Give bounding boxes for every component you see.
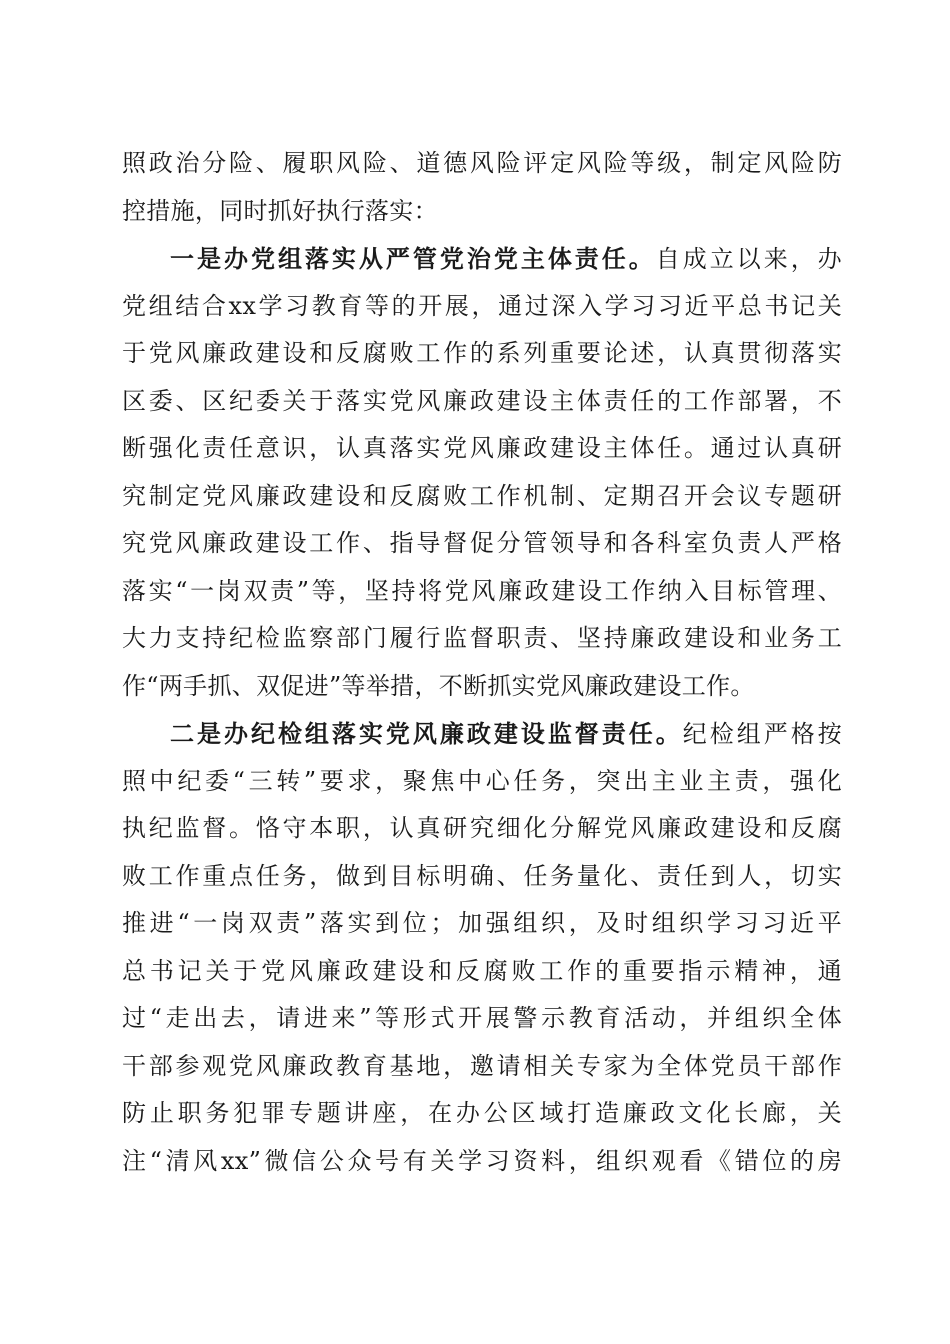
text-line: 败工作重点任务，做到目标明确、任务量化、责任到人，切实	[122, 861, 842, 890]
text-line: 照中纪委“三转”要求，聚焦中心任务，突出主业主责，强化	[122, 766, 842, 795]
text-line: 执纪监督。恪守本职，认真研究细化分解党风廉政建设和反腐	[122, 814, 842, 842]
text-line: 断强化责任意识，认真落实党风廉政建设主体任。通过认真研	[122, 434, 842, 462]
text-line: 控措施，同时抓好执行落实：	[122, 196, 438, 225]
text-line: 推进“一岗双责”落实到位；加强组织，及时组织学习习近平	[122, 909, 842, 937]
document-body	[122, 140, 842, 1185]
text-line: 照政治分险、履职风险、道德风险评定风险等级，制定风险防	[122, 149, 842, 177]
paragraph-heading-line: 一是办党组落实从严管党治党主体责任。自成立以来，办	[170, 244, 842, 273]
paragraph-heading-bold: 二是办纪检组落实党风廉政建设监督责任。	[170, 719, 683, 748]
text-line: 作“两手抓、双促进”等举措，不断抓实党风廉政建设工作。	[122, 671, 755, 700]
text-line: 党组结合xx学习教育等的开展，通过深入学习习近平总书记关	[122, 291, 842, 320]
text-line: 防止职务犯罪专题讲座，在办公区域打造廉政文化长廊，关	[122, 1099, 842, 1127]
text-line: 干部参观党风廉政教育基地，邀请相关专家为全体党员干部作	[122, 1051, 842, 1080]
text-line: 区委、区纪委关于落实党风廉政建设主体责任的工作部署，不	[122, 386, 842, 415]
text-line: 总书记关于党风廉政建设和反腐败工作的重要指示精神，通	[122, 956, 842, 985]
text-line: 究制定党风廉政建设和反腐败工作机制、定期召开会议专题研	[122, 481, 842, 510]
text-line: 于党风廉政建设和反腐败工作的系列重要论述，认真贯彻落实	[122, 339, 842, 367]
paragraph-heading-line: 二是办纪检组落实党风廉政建设监督责任。纪检组严格按	[170, 719, 842, 748]
paragraph-heading-bold: 一是办党组落实从严管党治党主体责任。	[170, 244, 656, 273]
text-line: 过“走出去，请进来”等形式开展警示教育活动，并组织全体	[122, 1004, 842, 1032]
text-line: 落实“一岗双责”等，坚持将党风廉政建设工作纳入目标管理、	[122, 576, 842, 605]
text-line: 注“清风xx”微信公众号有关学习资料，组织观看《错位的房	[122, 1146, 842, 1175]
text-line: 大力支持纪检监察部门履行监督职责、坚持廉政建设和业务工	[122, 624, 842, 652]
text-line: 究党风廉政建设工作、指导督促分管领导和各科室负责人严格	[122, 529, 842, 557]
